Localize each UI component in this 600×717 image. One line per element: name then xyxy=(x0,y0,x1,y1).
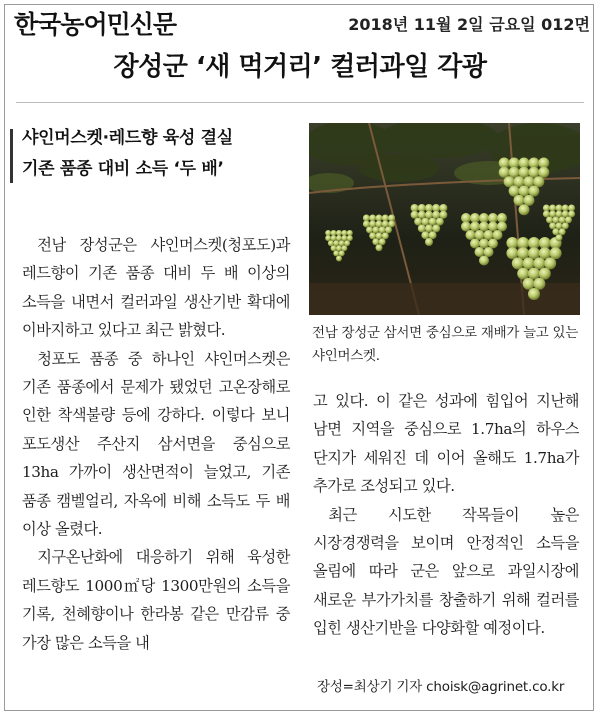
grape-berry xyxy=(519,186,530,197)
article-column-left xyxy=(22,231,290,657)
grape-photo xyxy=(309,123,580,315)
paragraph-4: 최근 시도한 작목들이 높은 시장경쟁력을 보이며 안정적인 소득을 올림에 따라 군은 앞으로 과일시장에 새로운 부가가치를 창출하기 위해 컬러를 입힌 생산기반을 다양화할 예정이다. xyxy=(313,505,579,638)
newspaper-name: 한국농어민신문 xyxy=(14,10,177,39)
grape-berry xyxy=(528,268,540,280)
grape-berry xyxy=(488,222,498,232)
grape-berry xyxy=(523,195,534,206)
grape-berry xyxy=(432,224,440,232)
grape-berry xyxy=(479,256,489,266)
paragraph-2: 청포도 품종 중 하나인 샤인머스켓은 기존 품종에서 문제가 됐었던 고온장해로 인한 착색불량 등에 강하다. 이렇다 보니 포도생산 주산지 삼서면을 중심으로 13ha 가까이 생산면적이 늘었고, 기존 품종 캠벨얼리, 자옥에 비해 소득도 두 배 이상 올렸다. xyxy=(22,349,290,539)
grape-berry xyxy=(562,210,569,217)
grape-berry xyxy=(366,226,373,233)
grape-berry xyxy=(432,211,440,219)
grape-berry xyxy=(418,224,426,232)
grape-berry xyxy=(325,235,331,241)
grape-berry xyxy=(372,226,379,233)
grape-berry xyxy=(497,222,507,232)
grape-berry xyxy=(556,234,563,241)
grape-berry xyxy=(376,232,383,239)
subhead-line-2: 기존 품종 대비 소득 ‘두 배’ xyxy=(22,159,224,179)
grape-berry xyxy=(333,240,339,246)
grape-berry xyxy=(421,231,429,239)
grape-berry xyxy=(549,222,556,229)
grape-berry xyxy=(385,226,392,233)
grape-berry xyxy=(528,167,539,178)
grape-berry xyxy=(517,247,529,259)
grape-berry xyxy=(523,257,535,269)
grape-berry xyxy=(479,239,489,249)
grape-berry xyxy=(475,247,485,257)
grape-berry xyxy=(550,247,562,259)
grape-berry xyxy=(341,245,347,251)
grape-berry xyxy=(363,220,370,227)
photo-caption: 전남 장성군 삼서면 중심으로 재배가 늘고 있는 샤인머스켓. xyxy=(312,325,579,364)
grape-berry xyxy=(506,247,518,259)
grape-berry xyxy=(528,288,540,300)
article-column-right xyxy=(313,387,579,643)
grape-berry xyxy=(333,250,339,256)
grape-berry xyxy=(523,176,534,187)
grape-berry xyxy=(499,167,510,178)
grape-berry xyxy=(533,257,545,269)
grape-berry xyxy=(470,222,480,232)
paragraph-3-continued: 고 있다. 이 같은 성과에 힘입어 지난해 남면 지역을 중심으로 1.7ha의 하우스 단지가 세워진 데 이어 올해도 1.7ha가 추가로 조성되고 있다. xyxy=(313,392,579,496)
grape-berry xyxy=(514,176,525,187)
grape-berry xyxy=(484,247,494,257)
subhead-bar xyxy=(10,129,13,183)
reporter-byline: 장성=최상기 기자 choisk@agrinet.co.kr xyxy=(317,679,565,695)
grape-berry xyxy=(556,210,563,217)
grape-berry xyxy=(414,218,422,226)
grape-berry xyxy=(436,218,444,226)
grape-berry xyxy=(336,245,342,251)
grape-berry xyxy=(493,230,503,240)
grape-berry xyxy=(336,235,342,241)
grape-berry xyxy=(544,257,556,269)
grape-photo-illustration xyxy=(309,123,580,315)
grape-berry xyxy=(523,278,535,290)
grape-berry xyxy=(479,222,489,232)
dateline: 2018년 11월 2일 금요일 012면 xyxy=(348,14,590,34)
article-headline: 장성군 ‘새 먹거리’ 컬러과일 각광 xyxy=(113,52,487,82)
grape-berry xyxy=(344,240,350,246)
grape-berry xyxy=(484,230,494,240)
grape-berry xyxy=(331,235,337,241)
grape-berry xyxy=(562,222,569,229)
grape-berry xyxy=(379,238,386,245)
grape-berry xyxy=(533,176,544,187)
grape-berry xyxy=(429,218,437,226)
grape-berry xyxy=(556,222,563,229)
grape-berry xyxy=(369,220,376,227)
grape-berry xyxy=(339,240,345,246)
grape-berry xyxy=(369,232,376,239)
grape-berry xyxy=(336,256,342,262)
grape-berry xyxy=(533,278,545,290)
grape-berry xyxy=(470,239,480,249)
grape-berry xyxy=(341,235,347,241)
grape-berry xyxy=(549,210,556,217)
grape-berry xyxy=(504,176,515,187)
grape-berry xyxy=(565,216,572,223)
grape-berry xyxy=(528,186,539,197)
grape-berry xyxy=(509,167,520,178)
grape-berry xyxy=(372,238,379,245)
masthead xyxy=(10,6,590,40)
grape-berry xyxy=(379,226,386,233)
grape-berry xyxy=(376,244,383,251)
grape-berry xyxy=(568,210,575,217)
grape-berry xyxy=(382,232,389,239)
grape-berry xyxy=(528,247,540,259)
subhead-line-1: 샤인머스켓·레드향 육성 결실 xyxy=(22,128,233,148)
grape-berry xyxy=(418,211,426,219)
grape-berry xyxy=(425,224,433,232)
grape-berry xyxy=(331,245,337,251)
grape-berry xyxy=(517,268,529,280)
grape-berry xyxy=(382,220,389,227)
grape-berry xyxy=(328,240,334,246)
grape-berry xyxy=(488,239,498,249)
grape-berry xyxy=(461,222,471,232)
grape-berry xyxy=(543,210,550,217)
grape-berry xyxy=(538,167,549,178)
grape-berry xyxy=(559,228,566,235)
grape-berry xyxy=(559,216,566,223)
grape-berry xyxy=(466,230,476,240)
grape-berry xyxy=(552,216,559,223)
article-subhead xyxy=(22,123,302,185)
grape-berry xyxy=(429,231,437,239)
paragraph-3: 지구온난화에 대응하기 위해 육성한 레드향도 1000㎡당 1300만원의 소득을 기록, 천혜향이나 한라봉 같은 만감류 중 가장 많은 소득을 내 xyxy=(22,548,290,652)
grape-berry xyxy=(421,218,429,226)
grape-berry xyxy=(519,167,530,178)
grape-berry xyxy=(539,268,551,280)
grape-berry xyxy=(425,211,433,219)
grape-berry xyxy=(475,230,485,240)
grape-berry xyxy=(539,247,551,259)
grape-berry xyxy=(546,216,553,223)
grape-berry xyxy=(519,204,530,215)
headline-divider xyxy=(16,102,584,103)
grape-berry xyxy=(339,250,345,256)
grape-berry xyxy=(512,257,524,269)
grape-berry xyxy=(425,238,433,246)
grape-berry xyxy=(347,235,353,241)
grape-berry xyxy=(411,211,419,219)
grape-berry xyxy=(439,211,447,219)
grape-berry xyxy=(376,220,383,227)
grape-berry xyxy=(388,220,395,227)
paragraph-1: 전남 장성군은 샤인머스켓(청포도)과 레드향이 기존 품종 대비 두 배 이상의 소득을 내면서 컬러과일 생산기반 확대에 이바지하고 있다고 최근 밝혔다. xyxy=(22,236,290,340)
grape-berry xyxy=(514,195,525,206)
grape-berry xyxy=(509,186,520,197)
grape-berry xyxy=(552,228,559,235)
